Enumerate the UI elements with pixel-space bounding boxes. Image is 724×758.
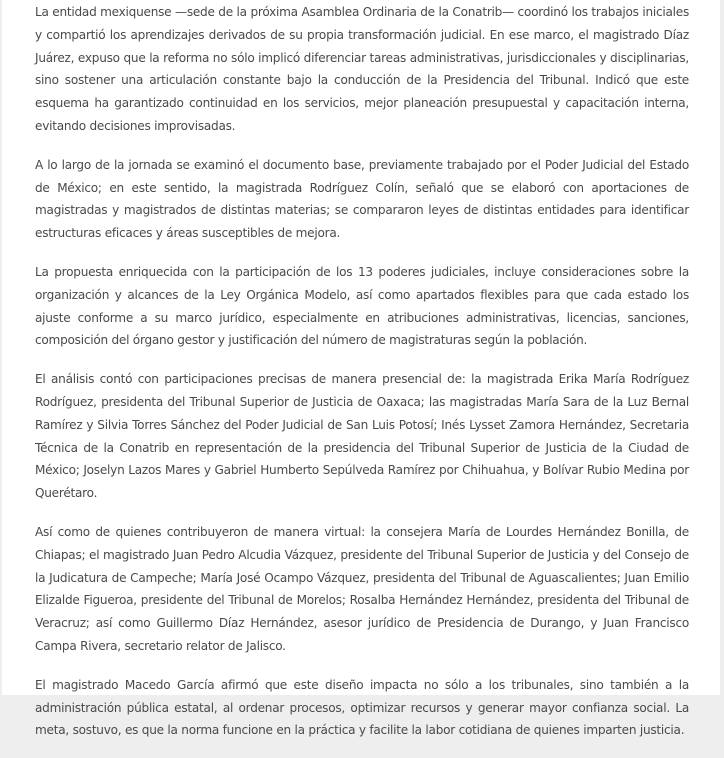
article-paragraph: Así como de quienes contribuyeron de manera virtual: la consejera María de Lourdes Hernández Bonilla, de Chiapas; el magistrado Juan Pedro Alcudia Vázquez, presidente del Tribunal Superior de Justicia y del Consejo de la Judicatura de Campeche; María José Ocampo Vázquez, presidenta del Tribunal de Aguascalientes; Juan Emilio Elizalde Figueroa, presidente del Tribunal de Morelos; Rosalba Hernández Hernández, presidenta del Tribunal de Veracruz; así como Guillermo Díaz Hernández, asesor jurídico de Presidencia de Durango, y Juan Francisco Campa Rivera, secretario relator de Jalisco. [35,524,689,653]
article-paragraph: El magistrado Macedo García afirmó que este diseño impacta no sólo a los tribunales, sino también a la administración pública estatal, al ordenar procesos, optimizar recursos y generar mayor confianza social. La meta, sostuvo, es que la norma funcione en la práctica y facilite la labor cotidiana de quienes imparten justicia. [35,677,689,738]
article-paragraph: La propuesta enriquecida con la participación de los 13 poderes judiciales, incluye consideraciones sobre la organización y alcances de la Ley Orgánica Modelo, así como apartados flexibles para que cada estado los ajuste conforme a su marco jurídico, especialmente en atribuciones administrativas, licencias, sanciones, composición del órgano gestor y justificación del número de magistraturas según la población. [35,264,689,348]
article-paragraph: La entidad mexiquense —sede de la próxima Asamblea Ordinaria de la Conatrib— coordinó los trabajos iniciales y compartió los aprendizajes derivados de su propia transformación judicial. En ese marco, el magistrado Díaz Juárez, expuso que la reforma no sólo implicó diferenciar tareas administrativas, jurisdiccionales y disciplinarias, sino sostener una articulación constante bajo la conducción de la Presidencia del Tribunal. Indicó que este esquema ha garantizado continuidad en los servicios, mejor planeación presupuestal y capacitación interna, evitando decisiones improvisadas. [35,5,689,133]
page [2,0,720,738]
article-paragraph: A lo largo de la jornada se examinó el documento base, previamente trabajado por el Poder Judicial del Estado de México; en este sentido, la magistrada Rodríguez Colín, señaló que se elaboró con aportaciones de magistradas y magistrados de distintas materias; se compararon leyes de distintas entidades para identificar estructuras eficaces y áreas susceptibles de mejora. [35,157,689,241]
article-paragraph: El análisis contó con participaciones precisas de manera presencial de: la magistrada Erika María Rodríguez Rodríguez, presidenta del Tribunal Superior de Justicia de Oaxaca; las magistradas María Sara de la Luz Bernal Ramírez y Silvia Torres Sánchez del Poder Judicial de San Luis Potosí; Inés Lysset Zamora Hernández, Secretaria Técnica de la Conatrib en representación de la presidencia del Tribunal Superior de Justicia de la Ciudad de México; Joselyn Lazos Mares y Gabriel Humberto Sepúlveda Ramírez por Chihuahua, y Bolívar Rubio Medina por Querétaro. [35,372,689,501]
article-body [35,0,689,758]
